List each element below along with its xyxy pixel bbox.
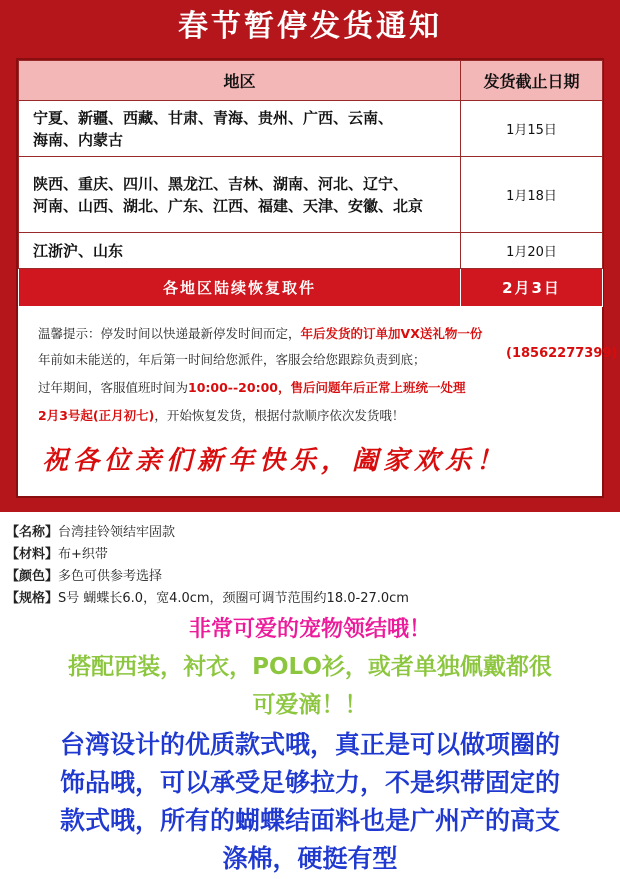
tip-text: 温馨提示：停发时间以快递最新停发时间而定， bbox=[38, 326, 301, 341]
notice-title: 春节暂停发货通知 bbox=[178, 9, 442, 44]
spec-label: 【材料】 bbox=[6, 547, 59, 562]
spec-row bbox=[6, 566, 616, 588]
cutoff-date-column-header: 发货截止日期 bbox=[461, 61, 603, 101]
new-year-greeting: 祝各位亲们新年快乐，阖家欢乐！ bbox=[42, 446, 508, 476]
tip-text: ，开始恢复发货，根据付款顺序依次发货哦！ bbox=[154, 408, 405, 423]
product-description bbox=[0, 726, 620, 878]
region-column-header: 地区 bbox=[19, 61, 461, 101]
tip-line bbox=[38, 378, 465, 396]
spec-value: S号 蝴蝶长6.0，宽4.0cm，颈圈可调节范围约18.0-27.0cm bbox=[58, 591, 409, 606]
region-cell bbox=[19, 157, 461, 233]
spec-row bbox=[6, 522, 616, 544]
tip-line bbox=[38, 406, 404, 424]
shipping-cutoff-table bbox=[18, 60, 603, 307]
description-line: 款式哦，所有的蝴蝶结面料也是广州产的高支 bbox=[59, 806, 560, 835]
table-header-row bbox=[19, 61, 603, 101]
spec-value: 台湾挂铃领结牢固款 bbox=[58, 525, 176, 540]
region-line: 河南、山西、湖北、广东、江西、福建、天津、安徽、北京 bbox=[33, 196, 424, 215]
spec-label: 【颜色】 bbox=[6, 569, 59, 584]
service-hours: 10:00--20:00，售后问题年后正常上班统一处理 bbox=[188, 380, 466, 395]
resume-row bbox=[19, 269, 603, 307]
region-cell: 江浙沪、山东 bbox=[19, 233, 461, 269]
region-line: 宁夏、新疆、西藏、甘肃、青海、贵州、广西、云南、 bbox=[33, 108, 394, 127]
spec-value: 多色可供参考选择 bbox=[58, 569, 163, 584]
description-line: 涤棉，硬挺有型 bbox=[222, 844, 398, 873]
tip-text: 过年期间，客服值班时间为 bbox=[38, 380, 189, 395]
styling-line: 搭配西装，衬衣，POLO衫，或者单独佩戴都很 bbox=[68, 654, 552, 680]
table-row bbox=[19, 101, 603, 157]
region-line: 陕西、重庆、四川、黑龙江、吉林、湖南、河北、辽宁、 bbox=[33, 174, 409, 193]
contact-phone: (18562277399) bbox=[506, 346, 618, 361]
spec-row bbox=[6, 588, 616, 610]
cutoff-date-cell: 1月20日 bbox=[461, 233, 603, 269]
product-specs bbox=[6, 522, 616, 610]
description-line: 台湾设计的优质款式哦，真正是可以做项圈的 bbox=[59, 730, 560, 759]
tip-line bbox=[38, 324, 482, 342]
spec-label: 【名称】 bbox=[6, 525, 59, 540]
notice-panel bbox=[16, 58, 618, 498]
spec-value: 布+织带 bbox=[58, 547, 108, 562]
styling-text bbox=[0, 648, 620, 724]
region-cell bbox=[19, 101, 461, 157]
cutoff-date-cell: 1月18日 bbox=[461, 157, 603, 233]
resume-label: 各地区陆续恢复取件 bbox=[19, 269, 461, 307]
spec-row bbox=[6, 544, 616, 566]
table-row bbox=[19, 157, 603, 233]
gift-promo-text: 年后发货的订单加VX送礼物一份 bbox=[300, 326, 483, 341]
description-line: 饰品哦，可以承受足够拉力，不是织带固定的 bbox=[59, 768, 560, 797]
resume-date: 2月3日 bbox=[461, 269, 603, 307]
styling-line: 可爱滴！！ bbox=[252, 692, 368, 718]
product-headline: 非常可爱的宠物领结哦！ bbox=[188, 617, 431, 642]
tip-line: 年前如未能送的，年后第一时间给您派件，客服会给您跟踪负责到底； bbox=[38, 352, 426, 367]
resume-shipping-date: 2月3号起(正月初七) bbox=[38, 408, 155, 423]
cutoff-date-cell: 1月15日 bbox=[461, 101, 603, 157]
table-row bbox=[19, 233, 603, 269]
region-line: 海南、内蒙古 bbox=[33, 130, 124, 149]
spec-label: 【规格】 bbox=[6, 591, 59, 606]
